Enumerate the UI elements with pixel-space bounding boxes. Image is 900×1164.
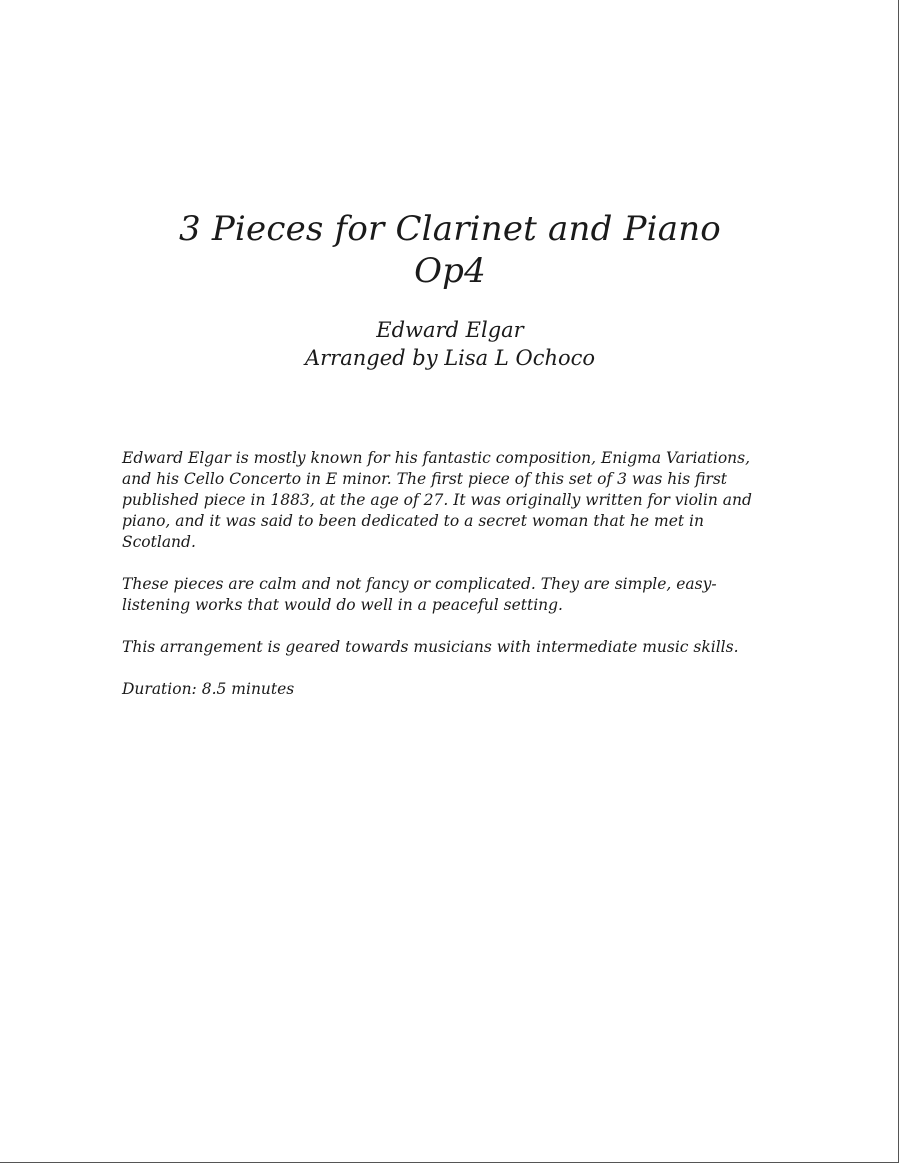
title-block bbox=[0, 208, 900, 292]
composer-name: Edward Elgar bbox=[376, 318, 524, 342]
description-text bbox=[122, 448, 772, 721]
credits-block bbox=[0, 316, 900, 372]
paragraph-background: Edward Elgar is mostly known for his fantastic composition, Enigma Variations, and his Cello Concerto in E minor. The first piece of this set of 3 was his first published piece in 1883, at the age of 27. It was originally written for violin and piano, and it was said to been dedicated to a secret woman that he met in Scotland. bbox=[122, 449, 752, 551]
paragraph-character: These pieces are calm and not fancy or complicated. They are simple, easy-listening works that would do well in a peaceful setting. bbox=[122, 575, 717, 614]
paragraph-duration: Duration: 8.5 minutes bbox=[122, 680, 295, 698]
page-title: 3 Pieces for Clarinet and Piano bbox=[179, 209, 721, 249]
paragraph-level: This arrangement is geared towards musicians with intermediate music skills. bbox=[122, 638, 739, 656]
opus-number: Op4 bbox=[414, 251, 486, 291]
arranger-credit: Arranged by Lisa L Ochoco bbox=[304, 346, 596, 370]
